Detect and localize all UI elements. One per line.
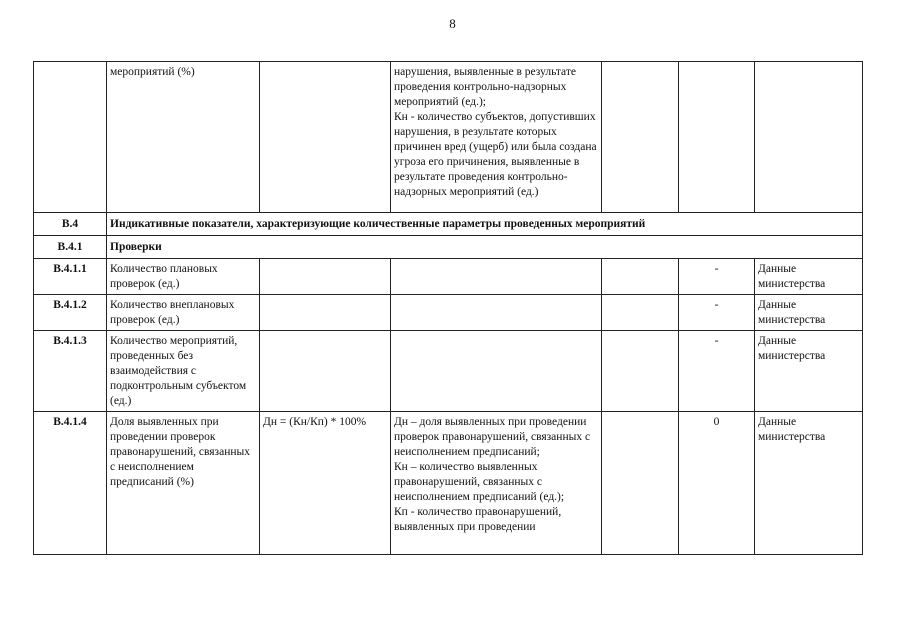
section-title: Индикативные показатели, характеризующие количественные параметры проведенных мероприятий xyxy=(107,213,863,236)
description-text: Дн – доля выявленных при проведении проверок правонарушений, связанных с неисполнением предписаний; Кн – количество выявленных правонарушений, связанных с неисполнением предписаний (ед.); Кп - количество правонарушений, выявленных при проведении xyxy=(394,416,591,533)
cell-base xyxy=(602,259,679,295)
cell-name: Количество плановых проверок (ед.) xyxy=(107,259,260,295)
cell-name: Количество внеплановых проверок (ед.) xyxy=(107,295,260,331)
table-row xyxy=(34,412,863,555)
cell-target: - xyxy=(679,295,755,331)
cell-name: Доля выявленных при проведении проверок правонарушений, связанных с неисполнением предписаний (%) xyxy=(107,412,260,555)
cell-base xyxy=(602,62,679,213)
cell-code: В.4.1.3 xyxy=(34,331,107,412)
cell-formula xyxy=(260,295,391,331)
section-row-b41 xyxy=(34,236,863,259)
cell-source: Данные министерства xyxy=(755,295,863,331)
cell-code xyxy=(34,62,107,213)
cell-base xyxy=(602,295,679,331)
cell-formula xyxy=(260,331,391,412)
cell-source: Данные министерства xyxy=(755,331,863,412)
cell-code: В.4.1.4 xyxy=(34,412,107,555)
cell-base xyxy=(602,412,679,555)
description-text: нарушения, выявленные в результате проведения контрольно-надзорных мероприятий (ед.); Кн - количество субъектов, допустивших нарушения, в результате которых причинен вред (ущерб) или была создана угроза его причинения, выявленные в результате проведения контрольно-надзорных мероприятий (ед.) xyxy=(394,66,597,198)
cell-description xyxy=(391,295,602,331)
page-number: 8 xyxy=(449,16,456,31)
section-code: В.4.1 xyxy=(34,236,107,259)
cell-name: Количество мероприятий, проведенных без взаимодействия с подконтрольным субъектом (ед.) xyxy=(107,331,260,412)
cell-name: мероприятий (%) xyxy=(107,62,260,213)
section-row-b4 xyxy=(34,213,863,236)
cell-formula xyxy=(260,62,391,213)
cell-target: 0 xyxy=(679,412,755,555)
table-row xyxy=(34,331,863,412)
cell-code: В.4.1.1 xyxy=(34,259,107,295)
section-code: В.4 xyxy=(34,213,107,236)
cell-description xyxy=(391,259,602,295)
cell-formula xyxy=(260,259,391,295)
table-row-continuation xyxy=(34,62,863,213)
table-row xyxy=(34,259,863,295)
cell-base xyxy=(602,331,679,412)
cell-source: Данные министерства xyxy=(755,412,863,555)
indicators-table xyxy=(33,61,863,555)
section-title: Проверки xyxy=(107,236,863,259)
cell-target xyxy=(679,62,755,213)
cell-source xyxy=(755,62,863,213)
cell-target: - xyxy=(679,331,755,412)
cell-description xyxy=(391,62,602,213)
cell-code: В.4.1.2 xyxy=(34,295,107,331)
cell-source: Данные министерства xyxy=(755,259,863,295)
cell-description xyxy=(391,331,602,412)
cell-target: - xyxy=(679,259,755,295)
cell-description xyxy=(391,412,602,555)
table-row xyxy=(34,295,863,331)
cell-formula: Дн = (Кн/Кп) * 100% xyxy=(260,412,391,555)
